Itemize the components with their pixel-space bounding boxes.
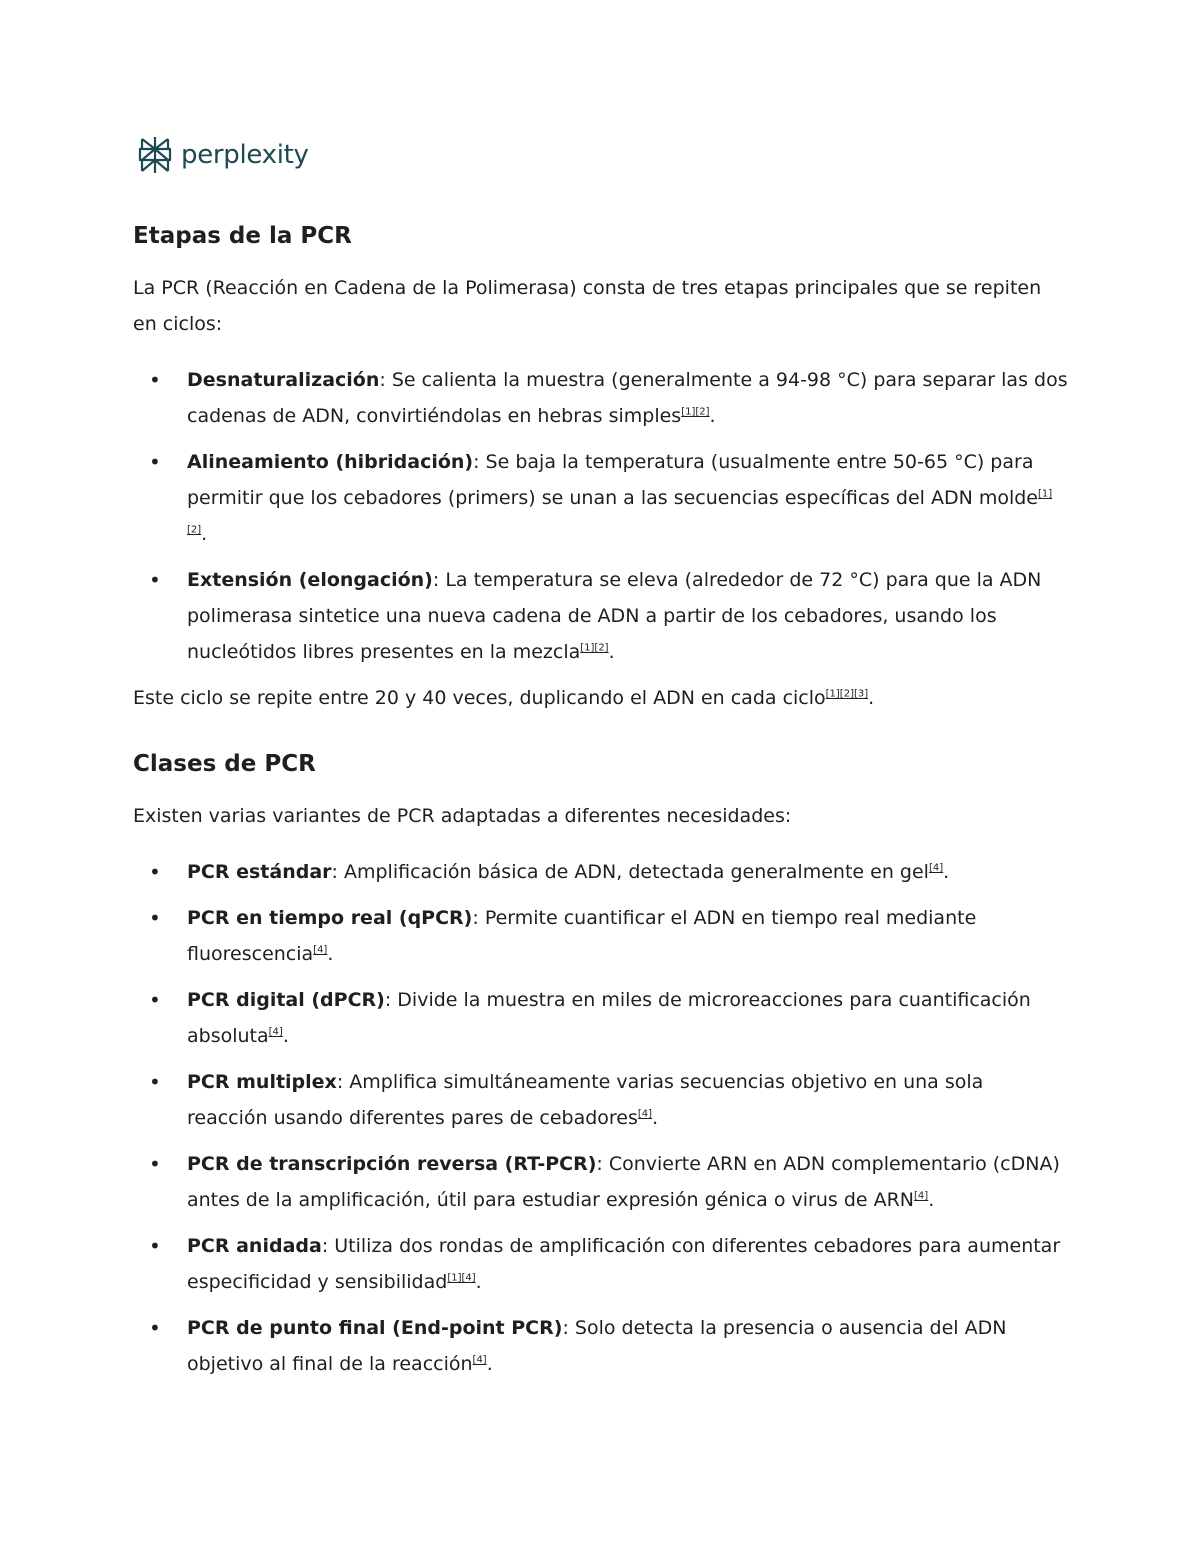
article-content (133, 214, 1068, 1392)
section-outro-etapas (133, 680, 1068, 716)
item-term: PCR anidada (187, 1235, 322, 1257)
citation-link[interactable]: [4] (313, 944, 328, 956)
citation-link[interactable]: [4] (472, 1354, 487, 1366)
list-item (133, 982, 1068, 1054)
item-term: PCR estándar (187, 861, 332, 883)
perplexity-logo (137, 134, 309, 176)
list-item (133, 854, 1068, 890)
item-text: : Amplificación básica de ADN, detectada generalmente en gel (331, 861, 929, 883)
item-end: . (201, 523, 208, 545)
item-term: PCR multiplex (187, 1071, 337, 1093)
item-end: . (928, 1189, 935, 1211)
item-term: Desnaturalización (187, 369, 380, 391)
section-heading-clases: Clases de PCR (133, 751, 316, 777)
perplexity-logo-icon (137, 135, 173, 175)
item-term: PCR de transcripción reversa (RT-PCR) (187, 1153, 597, 1175)
item-text: : Se calienta la muestra (generalmente a 94-98 °C) para separar las dos cadenas de ADN, convirtiéndolas en hebras simples (187, 369, 1068, 427)
list-item (133, 1228, 1068, 1300)
item-end: . (709, 405, 716, 427)
item-text: : Se baja la temperatura (usualmente entre 50-65 °C) para permitir que los cebadores (primers) se unan a las secuencias específicas del ADN molde (187, 451, 1039, 509)
item-term: Alineamiento (hibridación) (187, 451, 474, 473)
citation-link[interactable]: [4] (637, 1108, 653, 1120)
stages-list (133, 362, 1068, 670)
item-end: . (943, 861, 950, 883)
item-end: . (327, 943, 334, 965)
item-end: . (608, 641, 615, 663)
item-text: : Convierte ARN en ADN complementario (cDNA) antes de la amplificación, útil para estudiar expresión génica o virus de ARN (187, 1153, 1060, 1211)
citation-link[interactable]: [1][2] (681, 406, 710, 418)
item-text: : Solo detecta la presencia o ausencia del ADN objetivo al final de la reacción (187, 1317, 1007, 1375)
citation-link[interactable]: [1][2] (580, 642, 609, 654)
citation-link[interactable]: [1][4] (447, 1272, 476, 1284)
item-term: Extensión (elongación) (187, 569, 433, 591)
item-end: . (475, 1271, 482, 1293)
item-term: PCR digital (dPCR) (187, 989, 385, 1011)
list-item (133, 562, 1068, 670)
item-term: PCR de punto final (End-point PCR) (187, 1317, 563, 1339)
item-text: : Permite cuantificar el ADN en tiempo real mediante fluorescencia (187, 907, 977, 965)
logo-wordmark: perplexity (181, 140, 309, 170)
outro-end: . (868, 687, 875, 709)
list-item (133, 900, 1068, 972)
item-end: . (486, 1353, 493, 1375)
item-text: : Divide la muestra en miles de microreacciones para cuantificación absoluta (187, 989, 1031, 1047)
section-intro-clases: Existen varias variantes de PCR adaptadas a diferentes necesidades: (133, 805, 792, 827)
citation-link[interactable]: [1][2][3] (825, 688, 869, 700)
section-intro-etapas: La PCR (Reacción en Cadena de la Polimerasa) consta de tres etapas principales que se repiten en ciclos: (133, 277, 1042, 335)
list-item (133, 1310, 1068, 1382)
outro-text: Este ciclo se repite entre 20 y 40 veces, duplicando el ADN en cada ciclo (133, 687, 826, 709)
citation-link[interactable]: [4] (268, 1026, 283, 1038)
item-end: . (652, 1107, 659, 1129)
item-text: : Utiliza dos rondas de amplificación con diferentes cebadores para aumentar especificidad y sensibilidad (187, 1235, 1061, 1293)
citation-link[interactable]: [1][2] (187, 488, 1053, 536)
item-end: . (282, 1025, 289, 1047)
item-term: PCR en tiempo real (qPCR) (187, 907, 473, 929)
list-item (133, 1064, 1068, 1136)
section-heading-etapas: Etapas de la PCR (133, 223, 352, 249)
item-text: : Amplifica simultáneamente varias secuencias objetivo en una sola reacción usando diferentes pares de cebadores (187, 1071, 984, 1129)
list-item (133, 362, 1068, 434)
citation-link[interactable]: [4] (928, 862, 944, 874)
list-item (133, 444, 1068, 552)
pcr-types-list (133, 854, 1068, 1382)
list-item (133, 1146, 1068, 1218)
item-text: : La temperatura se eleva (alrededor de 72 °C) para que la ADN polimerasa sintetice una nueva cadena de ADN a partir de los cebadores, usando los nucleótidos libres presentes en la mezcla (187, 569, 1042, 663)
citation-link[interactable]: [4] (914, 1190, 929, 1202)
